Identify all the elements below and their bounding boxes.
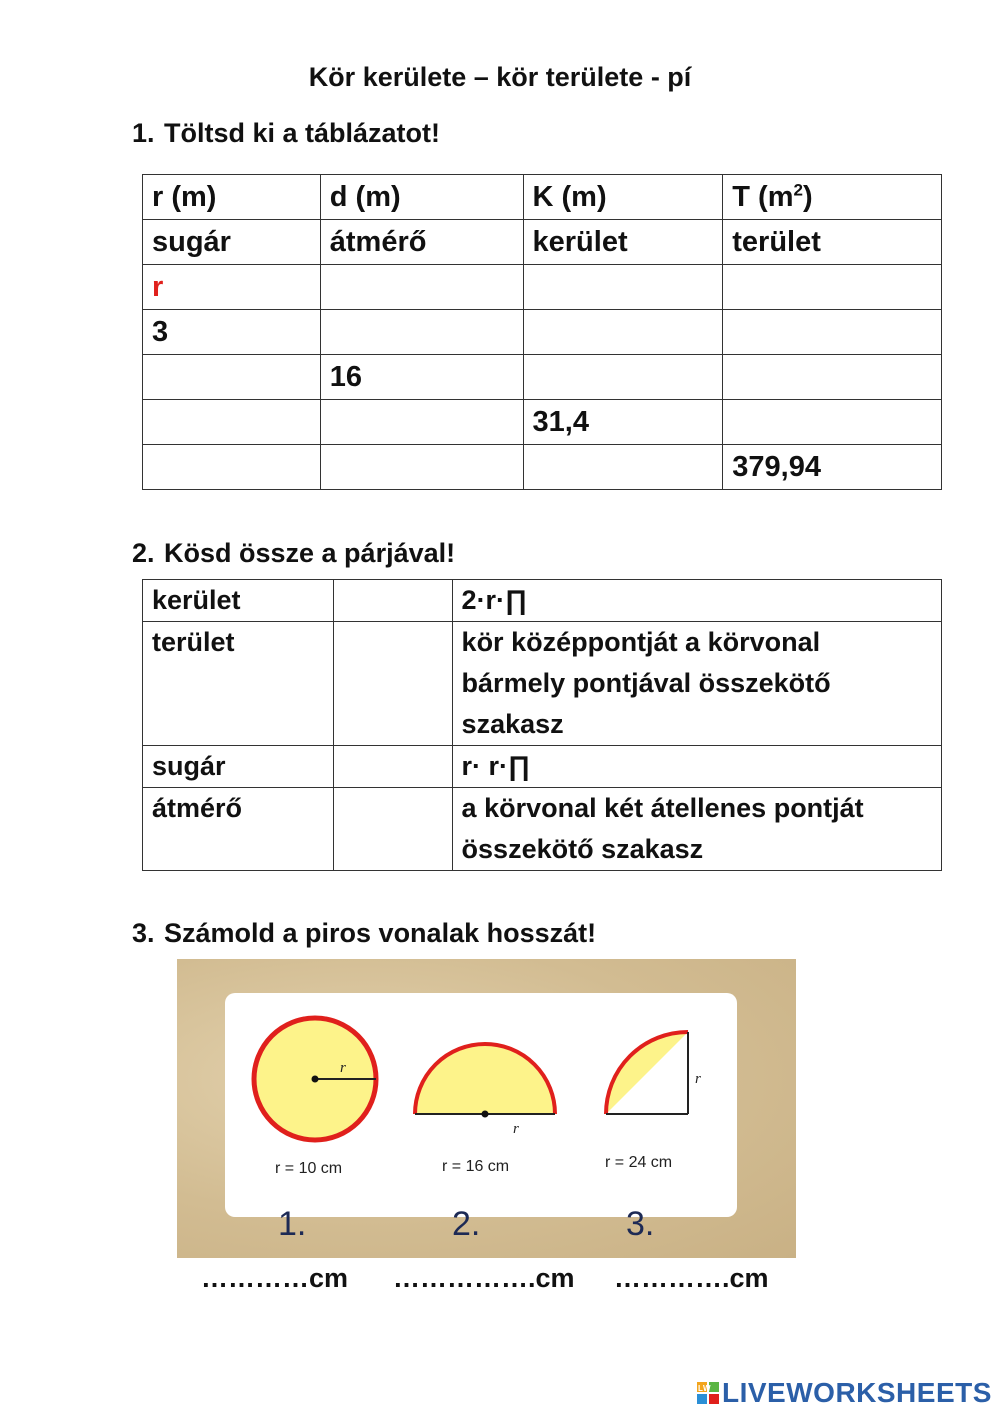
answer-field[interactable]: …………….cm (393, 1263, 575, 1293)
header-cell: d (m) (320, 175, 523, 220)
table-cell[interactable]: 31,4 (523, 400, 723, 445)
table-cell[interactable] (143, 355, 321, 400)
center-dot (312, 1076, 319, 1083)
table-row (143, 310, 942, 355)
center-dot (482, 1111, 489, 1118)
table-cell[interactable] (523, 265, 723, 310)
definition-cell[interactable]: r· r·∏ (452, 746, 941, 788)
match-cell[interactable] (333, 746, 452, 788)
table-cell[interactable]: 3 (143, 310, 321, 355)
match-cell[interactable] (333, 622, 452, 746)
radius-label: r (340, 1060, 346, 1076)
quarter-circle-arc (606, 1032, 688, 1114)
section3-number: 3. (132, 918, 155, 948)
area-unit-base: T (m (732, 181, 794, 213)
liveworksheets-logo (697, 1377, 992, 1409)
table-cell[interactable] (143, 445, 321, 490)
semicircle-figure (415, 1044, 555, 1175)
page-title: Kör kerülete – kör területe - pí (308, 62, 692, 92)
answer-field[interactable]: …………cm (201, 1263, 349, 1293)
term-cell[interactable]: terület (143, 622, 334, 746)
table-row (143, 580, 942, 622)
area-unit-close: ) (802, 181, 813, 213)
full-circle-figure (254, 1018, 376, 1177)
semicircle-arc (415, 1044, 555, 1114)
section3-heading-text: Számold a piros vonalak hosszát! (164, 918, 597, 948)
section2-heading (132, 538, 455, 569)
logo-icon (697, 1382, 719, 1404)
section2-number: 2. (132, 538, 155, 568)
definition-cell[interactable]: a körvonal két átellenes pontját összekötő szakasz (452, 788, 941, 871)
figure-number: 3. (626, 1205, 655, 1243)
section1-heading (132, 118, 440, 149)
table-cell[interactable] (320, 400, 523, 445)
term-cell[interactable]: átmérő (143, 788, 334, 871)
table-cell[interactable]: 379,94 (723, 445, 942, 490)
match-cell[interactable] (333, 788, 452, 871)
table-row (143, 622, 942, 746)
table-row (143, 400, 942, 445)
header-cell: r (m) (143, 175, 321, 220)
match-cell[interactable] (333, 580, 452, 622)
matching-table (142, 579, 942, 871)
quarter-circle-figure (605, 1032, 701, 1171)
table-header-row (143, 175, 942, 220)
logo-text: LIVEWORKSHEETS (722, 1377, 992, 1408)
header-cell: terület (723, 220, 942, 265)
section1-heading-text: Töltsd ki a táblázatot! (164, 118, 441, 148)
table-cell[interactable] (723, 265, 942, 310)
table-row (143, 746, 942, 788)
header-cell: kerület (523, 220, 723, 265)
table-cell[interactable] (523, 445, 723, 490)
figure-caption: r = 10 cm (275, 1160, 343, 1177)
figure-caption: r = 16 cm (442, 1158, 510, 1175)
header-cell: átmérő (320, 220, 523, 265)
definition-cell[interactable]: 2·r·∏ (452, 580, 941, 622)
fill-in-table (142, 174, 942, 490)
table-header-row (143, 220, 942, 265)
table-cell[interactable]: 16 (320, 355, 523, 400)
radius-label: r (513, 1121, 519, 1137)
table-cell[interactable] (523, 310, 723, 355)
table-cell[interactable] (320, 445, 523, 490)
term-cell[interactable]: kerület (143, 580, 334, 622)
circle-figures-image (177, 959, 796, 1258)
answer-field[interactable]: ………….cm (614, 1263, 769, 1293)
figure-number: 2. (452, 1205, 481, 1243)
logo-mark-text: LW (698, 1384, 711, 1393)
header-cell-area (723, 175, 942, 220)
table-cell[interactable] (523, 355, 723, 400)
definition-cell[interactable]: kör középpontját a körvonal bármely pontjával összekötő szakasz (452, 622, 941, 746)
table-cell[interactable] (723, 355, 942, 400)
area-unit-exponent: 2 (793, 180, 803, 200)
table-cell[interactable]: r (143, 265, 321, 310)
figure-number: 1. (278, 1205, 307, 1243)
table-cell[interactable] (143, 400, 321, 445)
radius-label: r (695, 1071, 701, 1087)
section3-heading (132, 918, 596, 949)
table-cell[interactable] (320, 265, 523, 310)
figure-caption: r = 24 cm (605, 1154, 673, 1171)
table-cell[interactable] (723, 400, 942, 445)
table-cell[interactable] (320, 310, 523, 355)
header-cell: K (m) (523, 175, 723, 220)
table-row (143, 445, 942, 490)
table-row (143, 265, 942, 310)
table-row (143, 788, 942, 871)
header-cell: sugár (143, 220, 321, 265)
term-cell[interactable]: sugár (143, 746, 334, 788)
section1-number: 1. (132, 118, 155, 148)
table-row (143, 355, 942, 400)
figures-svg (177, 959, 796, 1258)
table-cell[interactable] (723, 310, 942, 355)
section2-heading-text: Kösd össze a párjával! (164, 538, 456, 568)
